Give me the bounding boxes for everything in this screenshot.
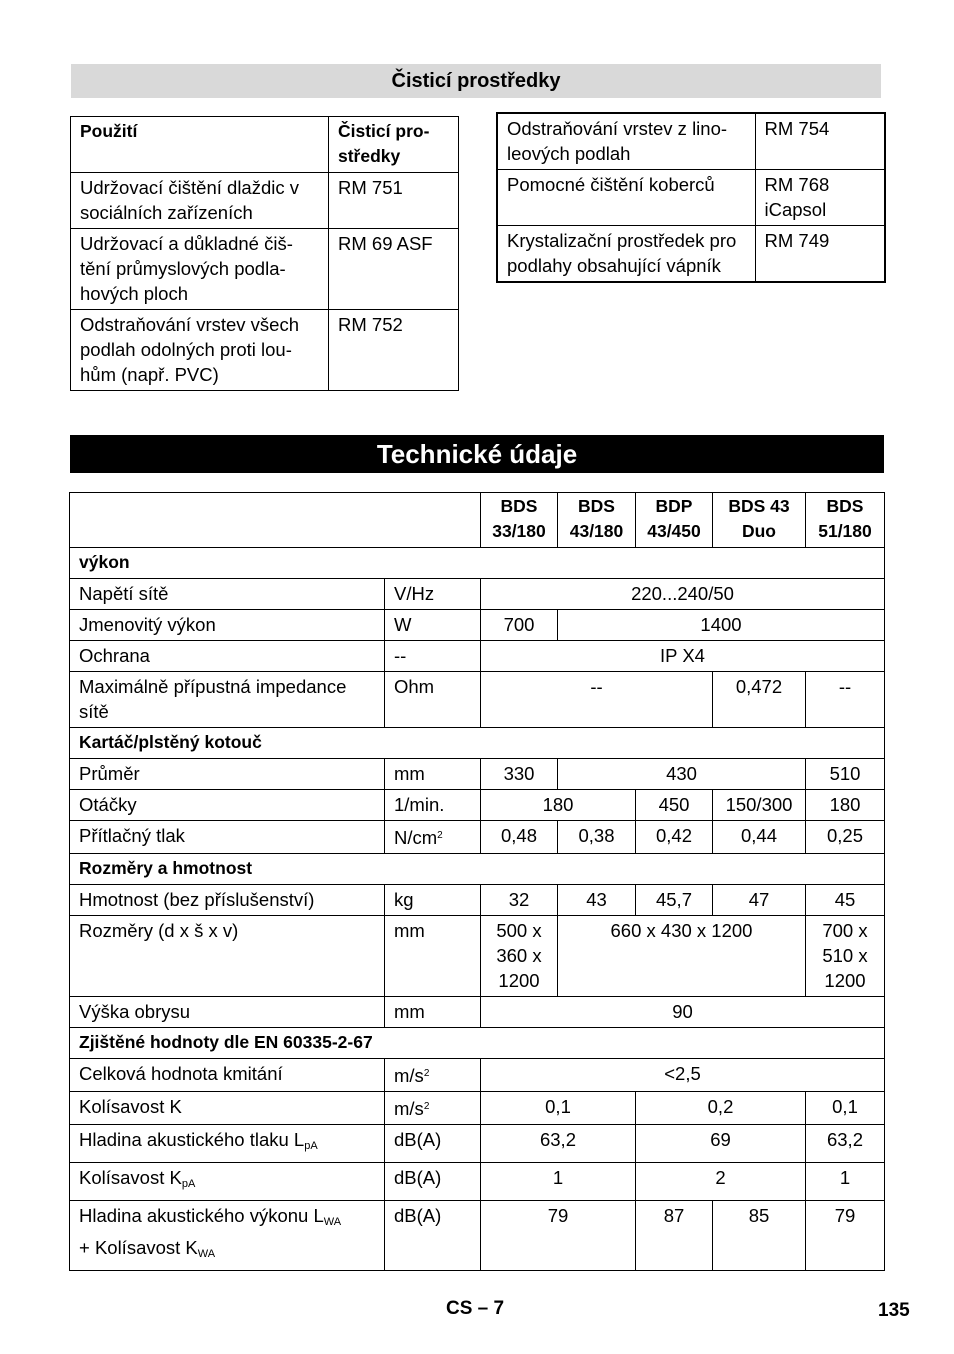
group-row xyxy=(70,854,885,885)
label-text-2: + Kolísavost K xyxy=(79,1237,198,1258)
page-number: 135 xyxy=(878,1300,910,1321)
param-value: 700 xyxy=(481,610,558,641)
param-value: 500 x 360 x 1200 xyxy=(481,916,558,997)
param-value: 90 xyxy=(481,997,885,1028)
param-unit xyxy=(385,1059,481,1092)
table-row xyxy=(497,113,885,170)
cleaning-agents-title: Čisticí prostředky xyxy=(391,70,561,92)
param-value: 79 xyxy=(481,1201,636,1271)
table-row xyxy=(70,916,885,997)
usage-cell: Pomocné čištění koberců xyxy=(497,170,755,226)
param-value: 1400 xyxy=(558,610,885,641)
param-unit xyxy=(385,821,481,854)
model-header: BDS 43 Duo xyxy=(713,493,806,548)
param-value: -- xyxy=(481,672,713,728)
param-value: 700 x 510 x 1200 xyxy=(806,916,885,997)
param-value: 0,44 xyxy=(713,821,806,854)
model-header: BDS 43/180 xyxy=(558,493,636,548)
table-row xyxy=(70,1163,885,1201)
usage-cell: Udržovací a důkladné čiš-tění průmyslových podla-hových ploch xyxy=(71,229,329,310)
param-value: 330 xyxy=(481,759,558,790)
table-row xyxy=(71,117,459,173)
agent-cell: RM 749 xyxy=(755,226,885,283)
group-row xyxy=(70,728,885,759)
param-unit: V/Hz xyxy=(385,579,481,610)
label-text: Kolísavost K xyxy=(79,1167,182,1188)
param-value: 1 xyxy=(806,1163,885,1201)
param-value: 63,2 xyxy=(481,1125,636,1163)
param-label xyxy=(70,1201,385,1271)
cleaning-agents-header xyxy=(71,64,881,98)
param-value: 87 xyxy=(636,1201,713,1271)
param-value: 45,7 xyxy=(636,885,713,916)
group-row xyxy=(70,1028,885,1059)
param-unit: -- xyxy=(385,641,481,672)
param-unit: mm xyxy=(385,997,481,1028)
technical-data-table xyxy=(69,492,885,1271)
cleaning-agents-table-left xyxy=(70,116,459,391)
param-unit: kg xyxy=(385,885,481,916)
param-unit: dB(A) xyxy=(385,1163,481,1201)
param-value: 79 xyxy=(806,1201,885,1271)
table-row xyxy=(70,1125,885,1163)
param-value: 0,1 xyxy=(806,1092,885,1125)
param-value: 0,1 xyxy=(481,1092,636,1125)
table-row xyxy=(70,790,885,821)
param-value: 0,48 xyxy=(481,821,558,854)
param-value: 2 xyxy=(636,1163,806,1201)
agent-cell: RM 768 iCapsol xyxy=(755,170,885,226)
header-usage: Použití xyxy=(71,117,329,173)
model-header: BDS 33/180 xyxy=(481,493,558,548)
param-value: 450 xyxy=(636,790,713,821)
table-row xyxy=(70,1092,885,1125)
table-row xyxy=(497,170,885,226)
table-row xyxy=(497,226,885,283)
unit-sup: 2 xyxy=(423,1068,430,1079)
unit-sup: 2 xyxy=(437,830,443,841)
model-header: BDS 51/180 xyxy=(806,493,885,548)
param-value: 0,42 xyxy=(636,821,713,854)
table-row xyxy=(70,672,885,728)
param-value: 180 xyxy=(806,790,885,821)
table-row xyxy=(70,821,885,854)
label-sub-2: WA xyxy=(197,1248,216,1260)
label-sub: pA xyxy=(304,1140,318,1152)
agent-cell: RM 752 xyxy=(329,310,459,391)
param-unit: W xyxy=(385,610,481,641)
param-label: Maximálně přípustná impedance sítě xyxy=(70,672,385,728)
param-value: 85 xyxy=(713,1201,806,1271)
unit-text: m/s xyxy=(394,1065,424,1086)
agent-cell: RM 754 xyxy=(755,113,885,170)
param-label: Kolísavost K xyxy=(70,1092,385,1125)
param-value: 43 xyxy=(558,885,636,916)
param-value: 45 xyxy=(806,885,885,916)
usage-cell: Odstraňování vrstev všech podlah odolných proti lou-hům (např. PVC) xyxy=(71,310,329,391)
label-sub: pA xyxy=(181,1178,196,1190)
header-blank xyxy=(70,493,481,548)
param-label: Rozměry (d x š x v) xyxy=(70,916,385,997)
param-label: Ochrana xyxy=(70,641,385,672)
param-value: 1 xyxy=(481,1163,636,1201)
table-row xyxy=(70,641,885,672)
table-row xyxy=(70,1059,885,1092)
usage-cell: Krystalizační prostředek pro podlahy obsahující vápník xyxy=(497,226,755,283)
agent-cell: RM 69 ASF xyxy=(329,229,459,310)
table-row xyxy=(70,493,885,548)
param-unit: dB(A) xyxy=(385,1201,481,1271)
label-text: Hladina akustického výkonu L xyxy=(79,1205,324,1226)
param-value: 32 xyxy=(481,885,558,916)
section-page-label: CS – 7 xyxy=(446,1298,505,1319)
model-header: BDP 43/450 xyxy=(636,493,713,548)
table-row xyxy=(70,997,885,1028)
group-label: Kartáč/plstěný kotouč xyxy=(70,728,885,759)
param-value: 0,2 xyxy=(636,1092,806,1125)
param-label: Výška obrysu xyxy=(70,997,385,1028)
unit-text: N/cm xyxy=(394,827,438,848)
table-row xyxy=(71,229,459,310)
param-value: <2,5 xyxy=(481,1059,885,1092)
param-label: Celková hodnota kmitání xyxy=(70,1059,385,1092)
usage-cell: Odstraňování vrstev z lino-leových podlah xyxy=(497,113,755,170)
param-label: Napětí sítě xyxy=(70,579,385,610)
group-label: Rozměry a hmotnost xyxy=(70,854,885,885)
unit-text: m/s xyxy=(394,1098,424,1119)
table-row xyxy=(70,610,885,641)
param-value: 150/300 xyxy=(713,790,806,821)
param-value: 0,38 xyxy=(558,821,636,854)
param-label: Přítlačný tlak xyxy=(70,821,385,854)
group-label: výkon xyxy=(70,548,885,579)
param-value: 510 xyxy=(806,759,885,790)
param-unit: 1/min. xyxy=(385,790,481,821)
param-value: 69 xyxy=(636,1125,806,1163)
param-unit: dB(A) xyxy=(385,1125,481,1163)
param-value: 430 xyxy=(558,759,806,790)
technical-data-title: Technické údaje xyxy=(376,439,578,469)
table-row xyxy=(70,579,885,610)
param-value: -- xyxy=(806,672,885,728)
group-row xyxy=(70,548,885,579)
param-label: Hmotnost (bez příslušenství) xyxy=(70,885,385,916)
header-agent: Čisticí pro- středky xyxy=(329,117,459,173)
label-sub: WA xyxy=(323,1216,342,1228)
group-label: Zjištěné hodnoty dle EN 60335-2-67 xyxy=(70,1028,885,1059)
param-value: IP X4 xyxy=(481,641,885,672)
table-row xyxy=(70,885,885,916)
param-label xyxy=(70,1125,385,1163)
usage-cell: Udržovací čištění dlaždic v sociálních zařízeních xyxy=(71,173,329,229)
param-label: Otáčky xyxy=(70,790,385,821)
unit-sup: 2 xyxy=(423,1101,430,1112)
table-row xyxy=(71,173,459,229)
table-row xyxy=(71,310,459,391)
param-value: 47 xyxy=(713,885,806,916)
param-unit xyxy=(385,1092,481,1125)
param-value: 63,2 xyxy=(806,1125,885,1163)
param-value: 660 x 430 x 1200 xyxy=(558,916,806,997)
param-label: Jmenovitý výkon xyxy=(70,610,385,641)
table-row xyxy=(70,759,885,790)
param-value: 0,472 xyxy=(713,672,806,728)
technical-data-header xyxy=(70,435,884,473)
param-value: 220...240/50 xyxy=(481,579,885,610)
param-value: 0,25 xyxy=(806,821,885,854)
label-text: Hladina akustického tlaku L xyxy=(79,1129,305,1150)
param-unit: Ohm xyxy=(385,672,481,728)
param-unit: mm xyxy=(385,759,481,790)
table-row xyxy=(70,1201,885,1271)
param-label xyxy=(70,1163,385,1201)
param-unit: mm xyxy=(385,916,481,997)
cleaning-agents-table-right xyxy=(496,112,886,283)
param-value: 180 xyxy=(481,790,636,821)
agent-cell: RM 751 xyxy=(329,173,459,229)
param-label: Průměr xyxy=(70,759,385,790)
